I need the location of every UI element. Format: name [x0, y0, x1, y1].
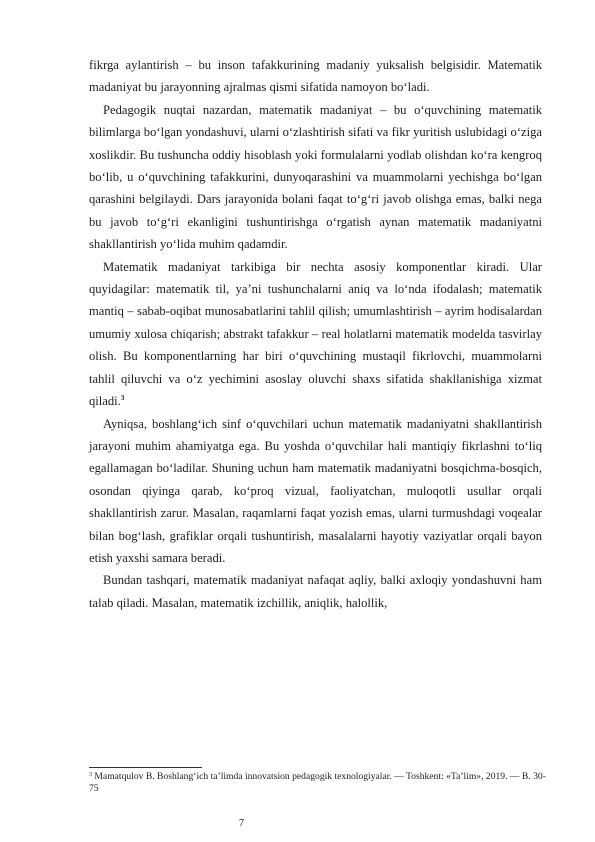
document-body [89, 54, 542, 614]
footnote-text: Mamatqulov B. Boshlang‘ich ta’limda innovatsion pedagogik texnologiyalar. — Toshkent: «Ta’lim», 2019. — B. 30-75 [89, 771, 546, 795]
footnote-marker: 3 [89, 772, 92, 778]
footnote-reference[interactable]: 3 [120, 394, 125, 403]
footnote [89, 771, 549, 796]
paragraph-components-text: Matematik madaniyat tarkibiga bir nechta asosiy komponentlar kiradi. Ular quyidagilar: matematik til, ya’ni tushunchalarni aniq va lo‘nda ifodalash; matematik mantiq – sabab-oqibat munosabatlarini tahlil qilish; umumlashtirish – ayrim hodisalardan umumiy xulosa chiqarish; abstrakt tafakkur – real holatlarni matematik modelda tasvirlay olish. Bu komponentlarning har biri o‘quvchining mustaqil fikrlovchi, muammolarni tahlil qiluvchi va o‘z yechimini asoslay oluvchi shaxs sifatida shakllanishiga xizmat qiladi. [89, 259, 542, 409]
paragraph-components [89, 256, 542, 413]
paragraph-moral-approach: Bundan tashqari, matematik madaniyat nafaqat aqliy, balki axloqiy yondashuvni ham talab qiladi. Masalan, matematik izchillik, aniqlik, halollik, [89, 573, 542, 610]
page-number: 7 [238, 818, 245, 829]
paragraph-continuation: fikrga aylantirish – bu inson tafakkurining madaniy yuksalish belgisidir. Matematik madaniyat bu jarayonning ajralmas qismi sifatida namoyon bo‘ladi. [89, 58, 542, 95]
paragraph-primary-school: Ayniqsa, boshlang‘ich sinf o‘quvchilari uchun matematik madaniyatni shakllantirish jarayoni muhim ahamiyatga ega. Bu yoshda o‘quvchilar hali mantiqiy fikrlashni to‘liq egallamagan bo‘ladilar. Shuning uchun ham matematik madaniyatni bosqichma-bosqich, osondan qiyinga qarab, ko‘proq vizual, faoliyatchan, muloqotli usullar orqali shakllantirish zarur. Masalan, raqamlarni faqat yozish emas, ularni turmushdagi voqealar bilan bog‘lash, grafiklar orqali tushuntirish, masalalarni hayotiy vaziyatlar orqali bayon etish yaxshi samara beradi. [89, 416, 542, 565]
paragraph-pedagogical-view: Pedagogik nuqtai nazardan, matematik madaniyat – bu o‘quvchining matematik bilimlarga bo‘lgan yondashuvi, ularni o‘zlashtirish sifati va fikr yuritish uslubidagi o‘ziga xoslikdir. Bu tushuncha oddiy hisoblash yoki formulalarni yodlab olishdan ko‘ra kengroq bo‘lib, u o‘quvchining tafakkurini, dunyoqarashini va muammolarni yechishga bo‘lgan qarashini belgilaydi. Dars jarayonida bolani faqat to‘g‘ri javob olishga emas, balki nega bu javob to‘g‘ri ekanligini tushuntirishga o‘rgatish aynan matematik madaniyatni shakllantirish yo‘lida muhim qadamdir. [89, 102, 542, 252]
footnote-separator [89, 767, 202, 768]
